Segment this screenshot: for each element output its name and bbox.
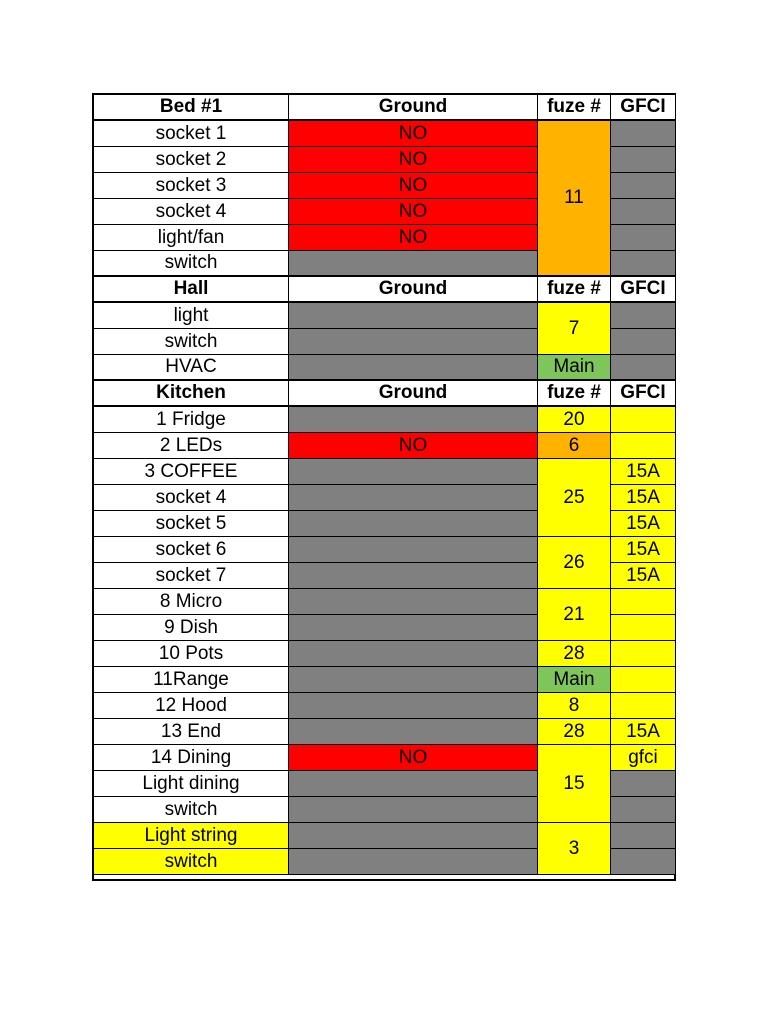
row-ground bbox=[289, 615, 538, 641]
row-label: 3 COFFEE bbox=[94, 459, 289, 485]
section-header-ground: Ground bbox=[289, 381, 538, 407]
row-ground bbox=[289, 849, 538, 875]
row-label: light bbox=[94, 303, 289, 329]
row-gfci bbox=[611, 121, 676, 147]
row-ground bbox=[289, 693, 538, 719]
section-header-fuze: fuze # bbox=[538, 381, 611, 407]
row-ground bbox=[289, 329, 538, 355]
row-ground bbox=[289, 589, 538, 615]
row-ground bbox=[289, 355, 538, 381]
row-gfci bbox=[611, 615, 676, 641]
row-label: 10 Pots bbox=[94, 641, 289, 667]
circuit-table bbox=[92, 93, 676, 881]
row-ground bbox=[289, 823, 538, 849]
row-label: socket 4 bbox=[94, 199, 289, 225]
row-ground: NO bbox=[289, 433, 538, 459]
fuse-cell: 8 bbox=[538, 693, 611, 719]
row-gfci bbox=[611, 173, 676, 199]
row-gfci: 15A bbox=[611, 485, 676, 511]
row-ground bbox=[289, 511, 538, 537]
row-label: 2 LEDs bbox=[94, 433, 289, 459]
row-ground: NO bbox=[289, 121, 538, 147]
row-gfci: 15A bbox=[611, 719, 676, 745]
section-header-fuze: fuze # bbox=[538, 277, 611, 303]
row-label: 14 Dining bbox=[94, 745, 289, 771]
fuse-cell: 21 bbox=[538, 589, 611, 641]
section-header-gfci: GFCI bbox=[611, 95, 676, 121]
section-header-gfci: GFCI bbox=[611, 277, 676, 303]
row-ground bbox=[289, 537, 538, 563]
row-label: Light string bbox=[94, 823, 289, 849]
row-label: Light dining bbox=[94, 771, 289, 797]
row-gfci bbox=[611, 641, 676, 667]
row-ground bbox=[289, 485, 538, 511]
row-label: switch bbox=[94, 329, 289, 355]
fuse-cell: 25 bbox=[538, 459, 611, 537]
fuse-cell: 3 bbox=[538, 823, 611, 875]
row-gfci bbox=[611, 693, 676, 719]
row-ground: NO bbox=[289, 225, 538, 251]
fuse-cell: 20 bbox=[538, 407, 611, 433]
row-gfci bbox=[611, 407, 676, 433]
row-label: socket 7 bbox=[94, 563, 289, 589]
row-ground bbox=[289, 459, 538, 485]
fuse-cell: 26 bbox=[538, 537, 611, 589]
row-gfci: 15A bbox=[611, 563, 676, 589]
section-header-fuze: fuze # bbox=[538, 95, 611, 121]
row-label: 12 Hood bbox=[94, 693, 289, 719]
row-gfci bbox=[611, 303, 676, 329]
row-ground: NO bbox=[289, 147, 538, 173]
row-gfci: 15A bbox=[611, 459, 676, 485]
row-gfci bbox=[611, 251, 676, 277]
row-ground: NO bbox=[289, 173, 538, 199]
fuse-cell: Main bbox=[538, 667, 611, 693]
row-label: socket 2 bbox=[94, 147, 289, 173]
row-gfci: 15A bbox=[611, 511, 676, 537]
fuse-cell: 6 bbox=[538, 433, 611, 459]
row-label: socket 6 bbox=[94, 537, 289, 563]
row-label: 13 End bbox=[94, 719, 289, 745]
row-ground bbox=[289, 563, 538, 589]
row-gfci bbox=[611, 823, 676, 849]
row-gfci bbox=[611, 433, 676, 459]
row-label: HVAC bbox=[94, 355, 289, 381]
row-ground: NO bbox=[289, 199, 538, 225]
row-gfci: 15A bbox=[611, 537, 676, 563]
row-gfci bbox=[611, 225, 676, 251]
fuse-cell: 15 bbox=[538, 745, 611, 823]
section-header-ground: Ground bbox=[289, 95, 538, 121]
row-label: light/fan bbox=[94, 225, 289, 251]
row-ground bbox=[289, 667, 538, 693]
section-header-name: Kitchen bbox=[94, 381, 289, 407]
row-ground bbox=[289, 303, 538, 329]
row-ground bbox=[289, 719, 538, 745]
section-header-name: Bed #1 bbox=[94, 95, 289, 121]
fuse-cell: 7 bbox=[538, 303, 611, 355]
row-gfci bbox=[611, 355, 676, 381]
fuse-cell: 28 bbox=[538, 641, 611, 667]
row-ground bbox=[289, 641, 538, 667]
row-label: socket 4 bbox=[94, 485, 289, 511]
row-label: switch bbox=[94, 797, 289, 823]
row-gfci bbox=[611, 797, 676, 823]
row-gfci bbox=[611, 589, 676, 615]
row-ground bbox=[289, 797, 538, 823]
row-label: 9 Dish bbox=[94, 615, 289, 641]
row-label: 1 Fridge bbox=[94, 407, 289, 433]
row-label: switch bbox=[94, 251, 289, 277]
row-gfci bbox=[611, 199, 676, 225]
row-label: switch bbox=[94, 849, 289, 875]
row-label: socket 1 bbox=[94, 121, 289, 147]
row-ground bbox=[289, 251, 538, 277]
row-gfci bbox=[611, 667, 676, 693]
row-ground bbox=[289, 407, 538, 433]
row-gfci bbox=[611, 771, 676, 797]
row-ground bbox=[289, 771, 538, 797]
row-gfci bbox=[611, 329, 676, 355]
row-gfci bbox=[611, 849, 676, 875]
row-label: socket 5 bbox=[94, 511, 289, 537]
section-header-ground: Ground bbox=[289, 277, 538, 303]
row-label: socket 3 bbox=[94, 173, 289, 199]
row-gfci: gfci bbox=[611, 745, 676, 771]
section-header-gfci: GFCI bbox=[611, 381, 676, 407]
fuse-cell: 11 bbox=[538, 121, 611, 277]
section-header-name: Hall bbox=[94, 277, 289, 303]
row-gfci bbox=[611, 147, 676, 173]
row-ground: NO bbox=[289, 745, 538, 771]
row-label: 8 Micro bbox=[94, 589, 289, 615]
fuse-cell: 28 bbox=[538, 719, 611, 745]
fuse-cell: Main bbox=[538, 355, 611, 381]
row-label: 11Range bbox=[94, 667, 289, 693]
